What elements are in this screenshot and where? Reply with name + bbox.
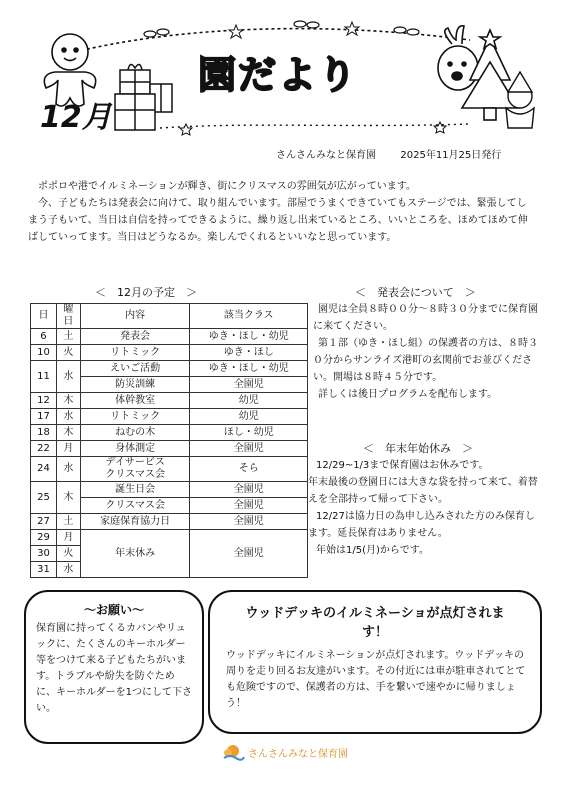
class-cell: ゆき・ほし・幼児 <box>190 329 308 345</box>
weekday-cell: 火 <box>56 546 80 562</box>
class-cell: 全園児 <box>190 514 308 530</box>
content-line: クリスマス会 <box>105 469 165 480</box>
sun-logo-icon <box>222 742 246 762</box>
intro-text <box>28 178 536 246</box>
title-underline <box>160 124 470 128</box>
recital-line: 第１部（ゆき・ほし組）の保護者の方は、８時３０分からサンライズ港町の玄関前でお並びください。開場は８時４５分です。 <box>313 338 538 383</box>
class-cell: 全園児 <box>190 530 308 578</box>
class-cell: ゆき・ほし・幼児 <box>190 361 308 377</box>
day-cell: 12 <box>31 393 57 409</box>
weekday-cell: 土 <box>56 329 80 345</box>
table-row <box>31 441 308 457</box>
content-cell: 発表会 <box>80 329 190 345</box>
content-cell: 誕生日会 <box>80 482 190 498</box>
content-cell: 防災訓練 <box>80 377 190 393</box>
day-cell: 22 <box>31 441 57 457</box>
content-cell: 家庭保育協力日 <box>80 514 190 530</box>
table-row <box>31 530 308 546</box>
table-row <box>31 393 308 409</box>
content-cell: 年末休み <box>80 530 190 578</box>
table-row <box>31 329 308 345</box>
content-cell: ねむの木 <box>80 425 190 441</box>
organization-name: さんさんみなと保育園 <box>276 150 376 161</box>
content-cell: リトミック <box>80 409 190 425</box>
schedule-table <box>30 303 308 578</box>
content-cell: 身体測定 <box>80 441 190 457</box>
day-cell: 6 <box>31 329 57 345</box>
gift-icon <box>115 64 172 130</box>
class-cell: 全園児 <box>190 441 308 457</box>
issue-date: 2025年11月25日発行 <box>400 150 502 161</box>
content-line: デイサービス <box>105 457 165 468</box>
request-box <box>24 590 204 744</box>
month-label: 12月 <box>40 100 112 135</box>
day-cell: 24 <box>31 457 57 482</box>
weekday-cell: 月 <box>56 530 80 546</box>
class-cell: そら <box>190 457 308 482</box>
weekday-cell: 水 <box>56 562 80 578</box>
schedule-heading: ＜ 12月の予定 ＞ <box>95 286 197 299</box>
table-row <box>31 409 308 425</box>
weekday-cell: 水 <box>56 409 80 425</box>
holiday-line: 年末最後の登園日には大きな袋を持って来て、着替えを全部持って帰って下さい。 <box>308 477 538 505</box>
content-cell: えいご活動 <box>80 361 190 377</box>
header-meta <box>276 146 501 161</box>
class-cell: 全園児 <box>190 482 308 498</box>
weekday-cell: 土 <box>56 514 80 530</box>
table-row <box>31 457 308 482</box>
weekday-cell: 木 <box>56 425 80 441</box>
column-header: 日 <box>31 304 57 329</box>
day-cell: 25 <box>31 482 57 514</box>
class-cell: 幼児 <box>190 409 308 425</box>
illumination-title: ウッドデッキのイルミネーショが点灯されます！ <box>245 606 505 640</box>
content-cell: 体幹教室 <box>80 393 190 409</box>
day-cell: 11 <box>31 361 57 393</box>
weekday-cell: 水 <box>56 361 80 393</box>
table-row <box>31 425 308 441</box>
request-title: ～お願い～ <box>83 603 144 617</box>
intro-paragraph: ポポロや港でイルミネーションが輝き、街にクリスマスの雰囲気が広がっています。 <box>38 181 416 192</box>
newsletter-title: 園だより <box>198 53 359 97</box>
table-row <box>31 482 308 498</box>
content-cell <box>80 457 190 482</box>
intro-paragraph: 今、子どもたちは発表会に向けて、取り組んでいます。部屋でうまくできていてもステージでは、緊張してしまう子もいて、当日は自信を持ってできるように、繰り返し出来ているところ、いいところを、ほめてほめて伸ばしていってます。当日はどうなるか。楽しんでくれるといいなと思っています。 <box>28 198 528 243</box>
content-cell: リトミック <box>80 345 190 361</box>
day-cell: 27 <box>31 514 57 530</box>
holiday-line: 12/29~1/3まで保育園はお休みです。 <box>316 460 489 471</box>
illumination-box <box>208 590 542 734</box>
day-cell: 31 <box>31 562 57 578</box>
illumination-body: ウッドデッキにイルミネーションが点灯されます。ウッドデッキの周りを走り回るお友達がいます。その付近には車が駐車されてとても危険ですので、保護者の方は、手を繋いで速やかに帰りましょう！ <box>226 650 526 709</box>
column-header: 曜日 <box>56 304 80 329</box>
holly-icon <box>144 21 419 37</box>
table-row <box>31 514 308 530</box>
holiday-notes <box>308 457 542 559</box>
recital-heading: ＜ 発表会について ＞ <box>355 286 476 299</box>
weekday-cell: 水 <box>56 457 80 482</box>
weekday-cell: 火 <box>56 345 80 361</box>
holiday-line: 年始は1/5(月)からです。 <box>316 545 429 556</box>
table-header-row <box>31 304 308 329</box>
weekday-cell: 木 <box>56 393 80 409</box>
day-cell: 10 <box>31 345 57 361</box>
holiday-heading: ＜ 年末年始休み ＞ <box>363 442 473 455</box>
day-cell: 18 <box>31 425 57 441</box>
day-cell: 29 <box>31 530 57 546</box>
class-cell: 全園児 <box>190 498 308 514</box>
day-cell: 30 <box>31 546 57 562</box>
day-cell: 17 <box>31 409 57 425</box>
request-body: 保育園に持ってくるカバンやリュックに、たくさんのキーホルダー等をつけて来る子どもたちがいます。トラブルや紛失を防ぐために、キーホルダーを1つにして下さい。 <box>36 623 192 714</box>
holiday-line: 12/27は協力日の為申し込みされた方のみ保育します。延長保育はありません。 <box>308 511 535 539</box>
class-cell: ほし・幼児 <box>190 425 308 441</box>
recital-line: 園児は全員８時００分～８時３０分までに保育園に来てください。 <box>313 304 538 332</box>
footer-organization: さんさんみなと保育園 <box>248 749 348 760</box>
recital-line: 詳しくは後日プログラムを配布します。 <box>318 389 498 400</box>
table-row <box>31 345 308 361</box>
recital-notes <box>313 301 541 403</box>
class-cell: 幼児 <box>190 393 308 409</box>
class-cell: ゆき・ほし <box>190 345 308 361</box>
column-header: 内容 <box>80 304 190 329</box>
content-cell: クリスマス会 <box>80 498 190 514</box>
weekday-cell: 月 <box>56 441 80 457</box>
column-header: 該当クラス <box>190 304 308 329</box>
star-icon <box>180 122 446 135</box>
table-row <box>31 361 308 377</box>
weekday-cell: 木 <box>56 482 80 514</box>
class-cell: 全園児 <box>190 377 308 393</box>
